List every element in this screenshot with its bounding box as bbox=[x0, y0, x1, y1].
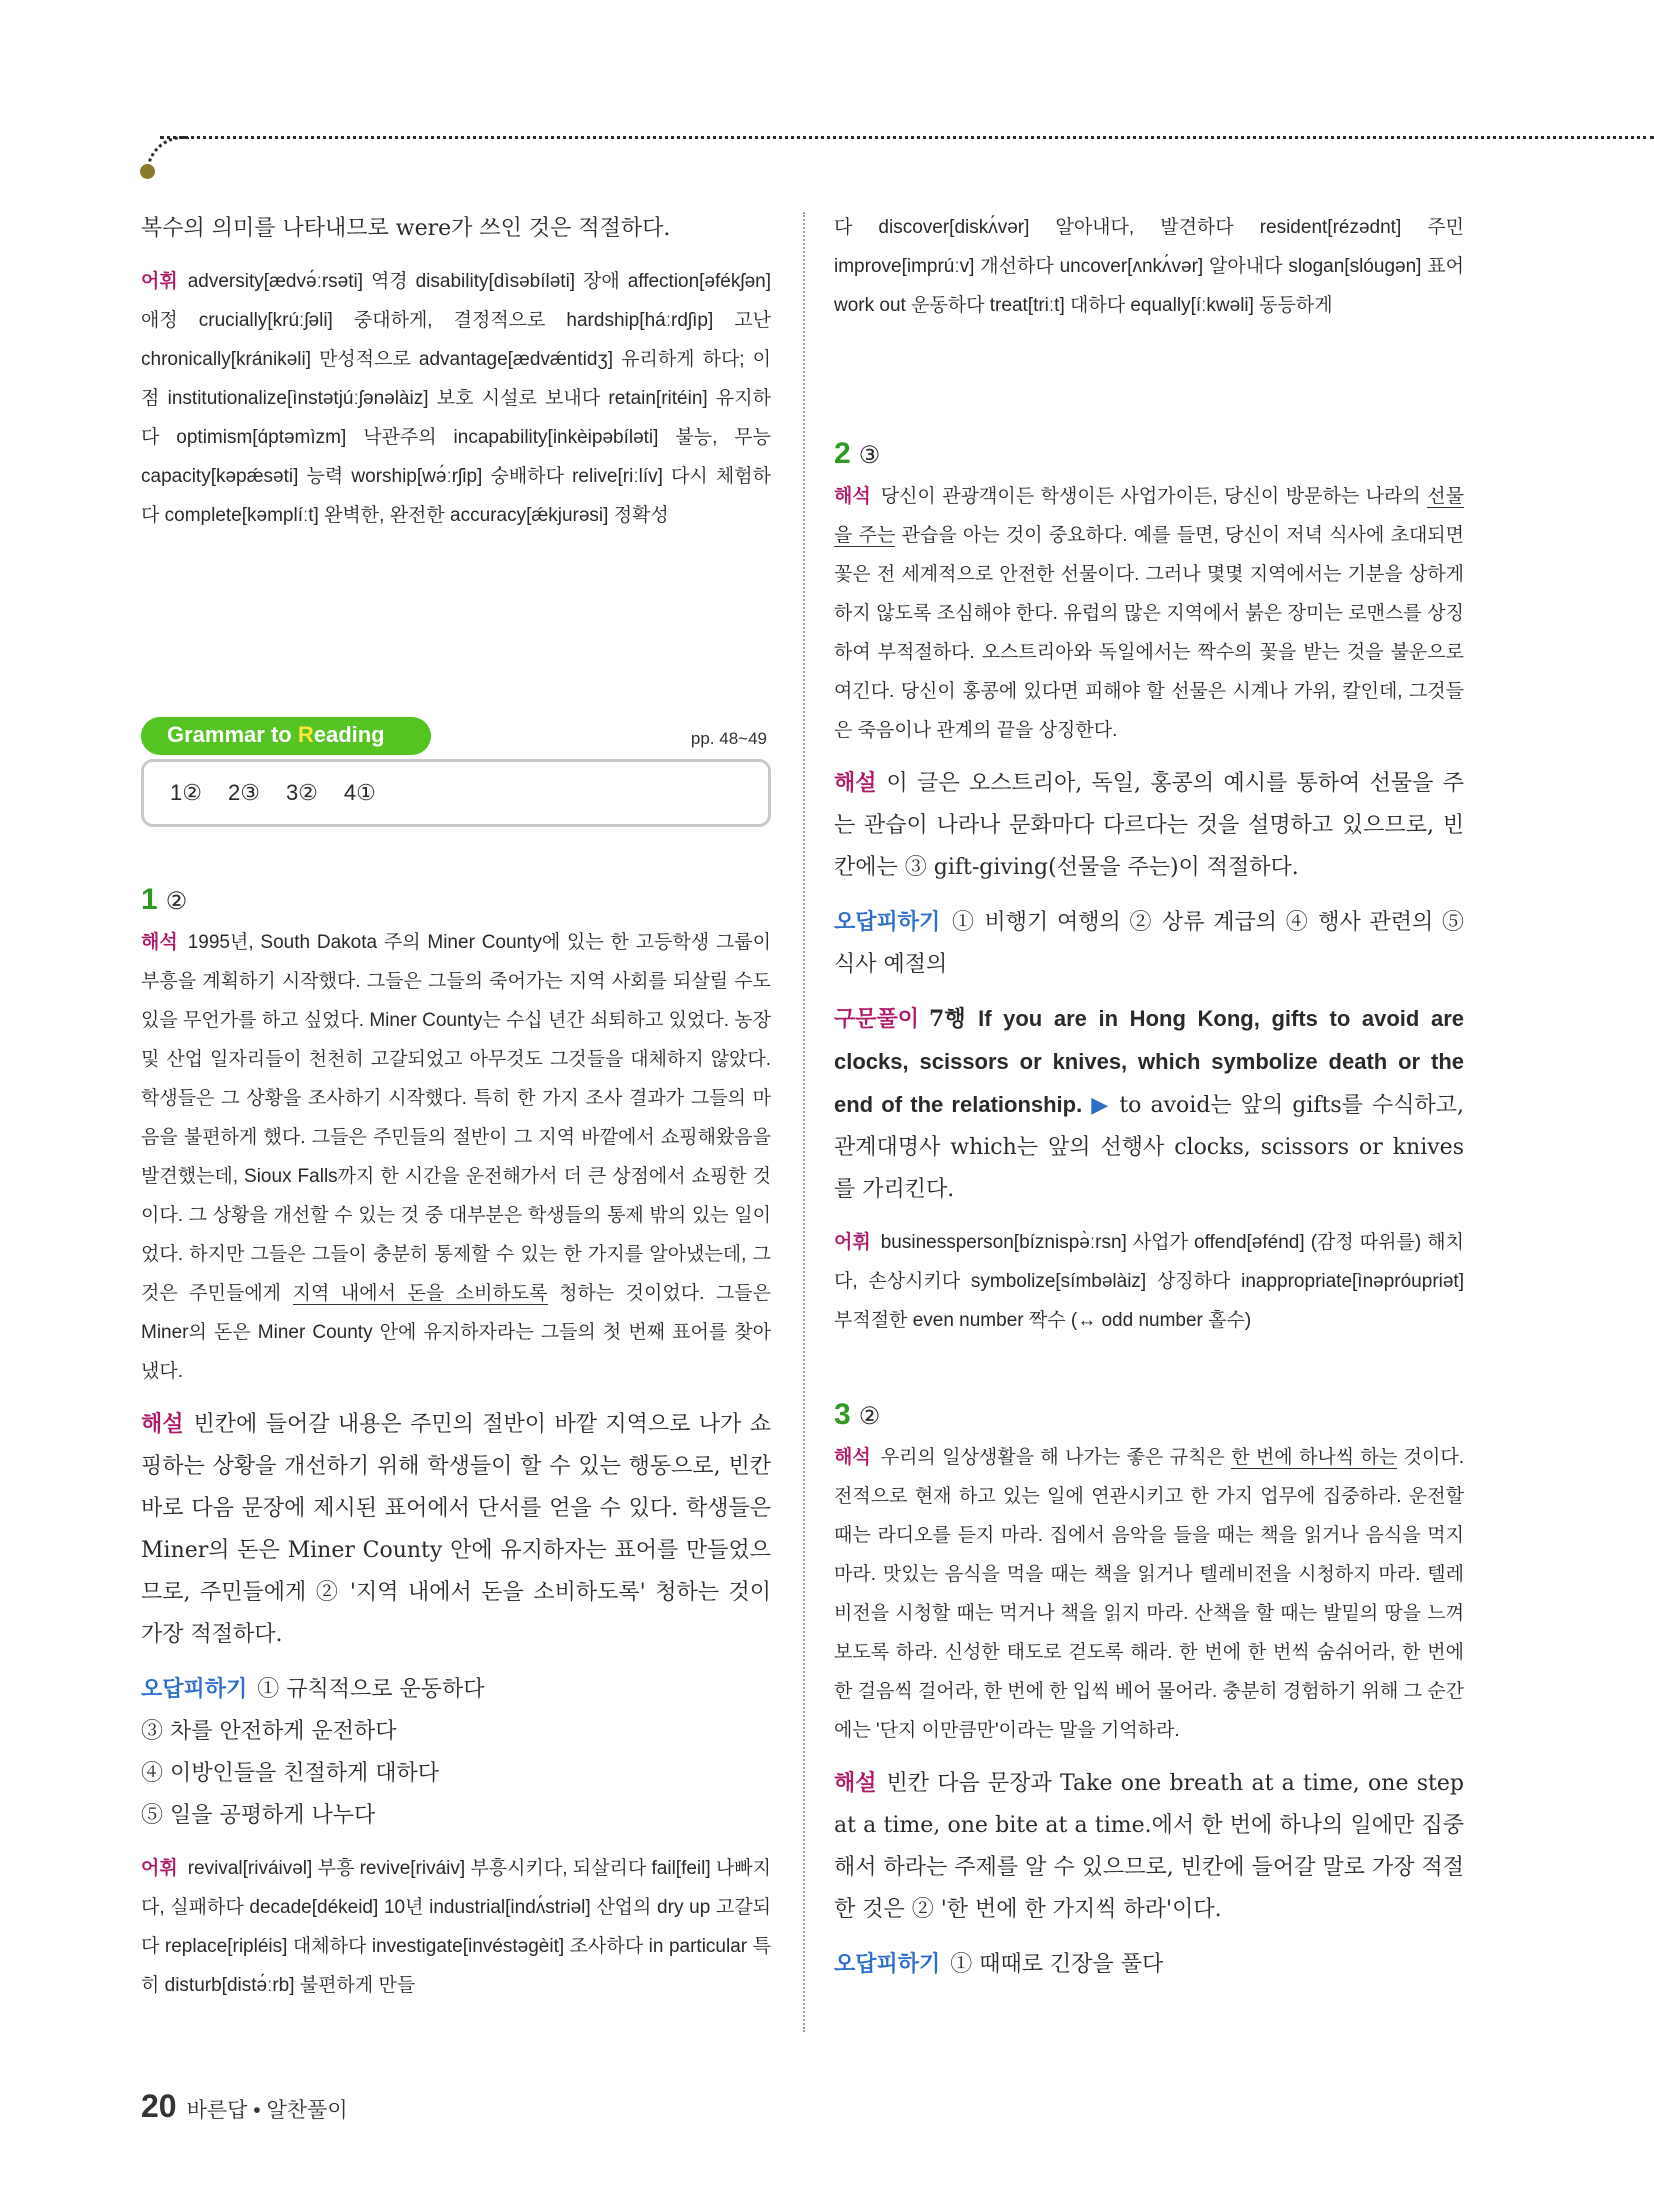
page-footer bbox=[141, 2088, 348, 2125]
page-range: pp. 48~49 bbox=[690, 729, 767, 748]
wrong-answer-item: ① 규칙적으로 운동하다 bbox=[257, 1677, 485, 1702]
underlined-phrase: 지역 내에서 돈을 소비하도록 bbox=[292, 1283, 548, 1304]
vocab-text: adversity[ædvə́ːrsəti] 역경 disability[dìsəbíləti] 장애 affection[əfékʃən] 애정 crucially[krúːʃəli] 중대하게, 결정적으로 hardship[háːrdʃìp] 고난 chronically[kránikəli] 만성적으로 advantage[ædvǽntidʒ] 유리하게 하다; 이점 institutionalize[ìnstətjúːʃənəlàiz] 보호 시설로 보내다 retain[ritéin] 유지하다 optimism[ɑ́ptəmìzm] 낙관주의 incapability[inkèipəbíləti] 불능, 무능 capacity[kəpǽsəti] 능력 worship[wə́ːrʃip] 숭배하다 relive[riːlív] 다시 체험하다 complete[kəmplíːt] 완벽한, 완전한 accuracy[ǽkjurəsi] 정확성 bbox=[141, 271, 771, 526]
vocab-label: 어휘 bbox=[141, 1858, 178, 1879]
wrong-answer-label: 오답피하기 bbox=[834, 1951, 941, 1977]
left-column bbox=[141, 208, 771, 2017]
footer-text: 바른답 • 알찬풀이 bbox=[186, 2099, 348, 2122]
q1-vocab: 어휘 revival[riváivəl] 부흥 revive[riváiv] 부흥시키다, 되살리다 fail[feil] 나빠지다, 실패하다 decade[dékeid] 10년 industrial[indʌ́striəl] 산업의 dry up 고갈되다 replace[ripléis] 대체하다 investigate[invéstəgèit] 조사하다 in particular 특히 disturb[distə́ːrb] 불편하게 만들 bbox=[141, 1858, 771, 1996]
wrong-answer-item: ③ 차를 안전하게 운전하다 bbox=[141, 1719, 397, 1744]
q2-vocab: 어휘 businessperson[bíznispə̀ːrsn] 사업가 offend[əfénd] (감정 따위를) 해치다, 손상시키다 symbolize[símbəlàiz] 상징하다 inappropriate[ìnəpróupriət] 부적절한 even number 짝수 (↔ odd number 홀수) bbox=[834, 1232, 1464, 1331]
q3-translation: 해석 우리의 일상생활을 해 나가는 좋은 규칙은 한 번에 하나씩 하는 것이다. 전적으로 현재 하고 있는 일에 연관시키고 한 가지 업무에 집중하라. 운전할 때는 라디오를 듣지 마라. 집에서 음악을 들을 때는 책을 읽거나 음식을 먹지 마라. 맛있는 음식을 먹을 때는 책을 읽거나 텔레비전을 시청하지 마라. 텔레비전을 시청할 때는 먹거나 책을 읽지 마라. 산책을 할 때는 발밑의 땅을 느껴 보도록 하라. 신성한 태도로 걷도록 해라. 한 번에 한 번씩 숨쉬어라, 한 번에 한 걸음씩 걸어라, 한 번에 한 입씩 베어 물어라. 충분히 경험하기 위해 그 순간에는 '단지 이만큼만'이라는 말을 기억하라. bbox=[834, 1447, 1464, 1741]
answer-box bbox=[141, 759, 771, 827]
page-number: 20 bbox=[141, 2088, 177, 2124]
structure-sentence: If you are in Hong Kong, gifts to avoid are clocks, scissors or knives, which symbolize death or the end of the relationship. bbox=[834, 1006, 1464, 1117]
q2-explanation: 해설 이 글은 오스트리아, 독일, 홍콩의 예시를 통하여 선물을 주는 관습이 나라나 문화마다 다르다는 것을 설명하고 있으므로, 빈칸에는 ③ gift-giving(선물을 주는)이 적절하다. bbox=[834, 770, 1464, 880]
underlined-phrase: 선물을 주는 bbox=[834, 486, 1464, 546]
explanation-label: 해설 bbox=[141, 1411, 184, 1437]
translation-label: 해석 bbox=[834, 486, 871, 507]
answer-item: 3② bbox=[285, 780, 318, 805]
wrong-answer-item: ⑤ 일을 공평하게 나누다 bbox=[141, 1803, 376, 1828]
q3-wrong-answers: 오답피하기 ① 때때로 긴장을 풀다 bbox=[834, 1951, 1164, 1977]
vocab-block-1 bbox=[141, 262, 771, 535]
q1-translation: 해석 1995년, South Dakota 주의 Miner County에 있는 한 고등학생 그룹이 부흥을 계획하기 시작했다. 그들은 그들의 죽어가는 지역 사회를 되살릴 수도 있을 무언가를 하고 싶었다. Miner County는 수십 년간 쇠퇴하고 있었다. 농장 및 산업 일자리들이 천천히 고갈되었고 아무것도 그것들을 대체하지 않았다. 학생들은 그 상황을 조사하기 시작했다. 특히 한 가지 조사 결과가 그들의 마음을 불편하게 했다. 그들은 주민들의 절반이 그 지역 바깥에서 쇼핑해왔음을 발견했는데, Sioux Falls까지 한 시간을 운전해가서 더 큰 상점에서 쇼핑한 것이다. 그 상황을 개선할 수 있는 것 중 대부분은 학생들의 통제 밖의 있는 일이었다. 하지만 그들은 그들이 충분히 통제할 수 있는 한 가지를 알아냈는데, 그것은 주민들에게 지역 내에서 돈을 소비하도록 청하는 것이었다. 그들은 Miner의 돈은 Miner County 안에 유지하자라는 그들의 첫 번째 표어를 찾아냈다. bbox=[141, 932, 771, 1382]
grammar-to-reading-header bbox=[141, 717, 771, 757]
q1-explanation: 해설 빈칸에 들어갈 내용은 주민의 절반이 바깥 지역으로 나가 쇼핑하는 상황을 개선하기 위해 학생들이 할 수 있는 행동으로, 빈칸 바로 다음 문장에 제시된 표어에서 단서를 얻을 수 있다. 학생들은 Miner의 돈은 Miner County 안에 유지하자는 표어를 만들었으므로, 주민들에게 ② '지역 내에서 돈을 소비하도록' 청하는 것이 가장 적절하다. bbox=[141, 1411, 771, 1647]
translation-label: 해석 bbox=[834, 1447, 871, 1468]
underlined-phrase: 한 번에 하나씩 하는 bbox=[1231, 1447, 1398, 1468]
question-answer: ③ bbox=[858, 442, 881, 469]
answer-item: 4① bbox=[343, 780, 376, 805]
question-2-heading bbox=[834, 437, 1464, 471]
question-number: 2 bbox=[834, 437, 851, 470]
vocab-label: 어휘 bbox=[141, 271, 178, 292]
explanation-label: 해설 bbox=[834, 1770, 877, 1796]
question-number: 1 bbox=[141, 883, 158, 916]
wrong-answer-item: ④ 이방인들을 친절하게 대하다 bbox=[141, 1761, 440, 1786]
wrong-answer-label: 오답피하기 bbox=[141, 1676, 248, 1702]
wrong-answer-label: 오답피하기 bbox=[834, 909, 941, 935]
column-divider bbox=[803, 212, 805, 2032]
grammar-to-reading-title: Grammar to Reading bbox=[167, 722, 385, 747]
q2-translation: 해석 당신이 관광객이든 학생이든 사업가이든, 당신이 방문하는 나라의 선물을 주는 관습을 아는 것이 중요하다. 예를 들면, 당신이 저녁 식사에 초대되면 꽃은 전 세계적으로 안전한 선물이다. 그러나 몇몇 지역에서는 기분을 상하게 하지 않도록 조심해야 한다. 유럽의 많은 지역에서 붉은 장미는 로맨스를 상징하여 부적절하다. 오스트리아와 독일에서는 짝수의 꽃을 받는 것을 불운으로 여긴다. 당신이 홍콩에 있다면 피해야 할 선물은 시계나 가위, 칼인데, 그것들은 죽음이나 관계의 끝을 상징한다. bbox=[834, 486, 1465, 741]
translation-label: 해석 bbox=[141, 932, 178, 953]
question-3-heading bbox=[834, 1398, 1464, 1432]
header-dot bbox=[140, 164, 155, 179]
right-column bbox=[834, 208, 1464, 1998]
vocab-continued: 다 discover[diskʌ́vər] 알아내다, 발견하다 resident[rézədnt] 주민 improve[imprúːv] 개선하다 uncover[ʌnkʌ́vər] 알아내다 slogan[slóugən] 표어 work out 운동하다 treat[triːt] 대하다 equally[íːkwəli] 동등하게 bbox=[834, 217, 1464, 316]
answer-item: 2③ bbox=[227, 780, 260, 805]
arrow-icon: ▶ bbox=[1091, 1093, 1111, 1118]
header-dotted-line bbox=[160, 136, 1654, 139]
q1-wrong-answers bbox=[141, 1668, 771, 1837]
q2-wrong-answers: 오답피하기 ① 비행기 여행의 ② 상류 계급의 ④ 행사 관련의 ⑤ 식사 예절의 bbox=[834, 909, 1464, 977]
q2-structure: 구문풀이 7행 If you are in Hong Kong, gifts to avoid are clocks, scissors or knives, which symbolize death or the end of the relationship. ▶ to avoid는 앞의 gifts를 수식하고, 관계대명사 which는 앞의 선행사 clocks, scissors or knives를 가리킨다. bbox=[834, 1006, 1464, 1202]
question-answer: ② bbox=[165, 888, 188, 915]
question-1-heading bbox=[141, 883, 771, 917]
explanation-label: 해설 bbox=[834, 770, 877, 796]
q3-explanation: 해설 빈칸 다음 문장과 Take one breath at a time, one step at a time, one bite at a time.에서 한 번에 하나의 일에만 집중해서 하라는 주제를 알 수 있으므로, 빈칸에 들어갈 말로 가장 적절한 것은 ② '한 번에 한 가지씩 하라'이다. bbox=[834, 1770, 1464, 1922]
vocab-label: 어휘 bbox=[834, 1232, 871, 1253]
structure-label: 구문풀이 bbox=[834, 1006, 920, 1032]
question-answer: ② bbox=[858, 1403, 881, 1430]
answer-item: 1② bbox=[170, 780, 202, 805]
intro-text: 복수의 의미를 나타내므로 were가 쓰인 것은 적절하다. bbox=[141, 216, 671, 241]
question-number: 3 bbox=[834, 1398, 851, 1431]
